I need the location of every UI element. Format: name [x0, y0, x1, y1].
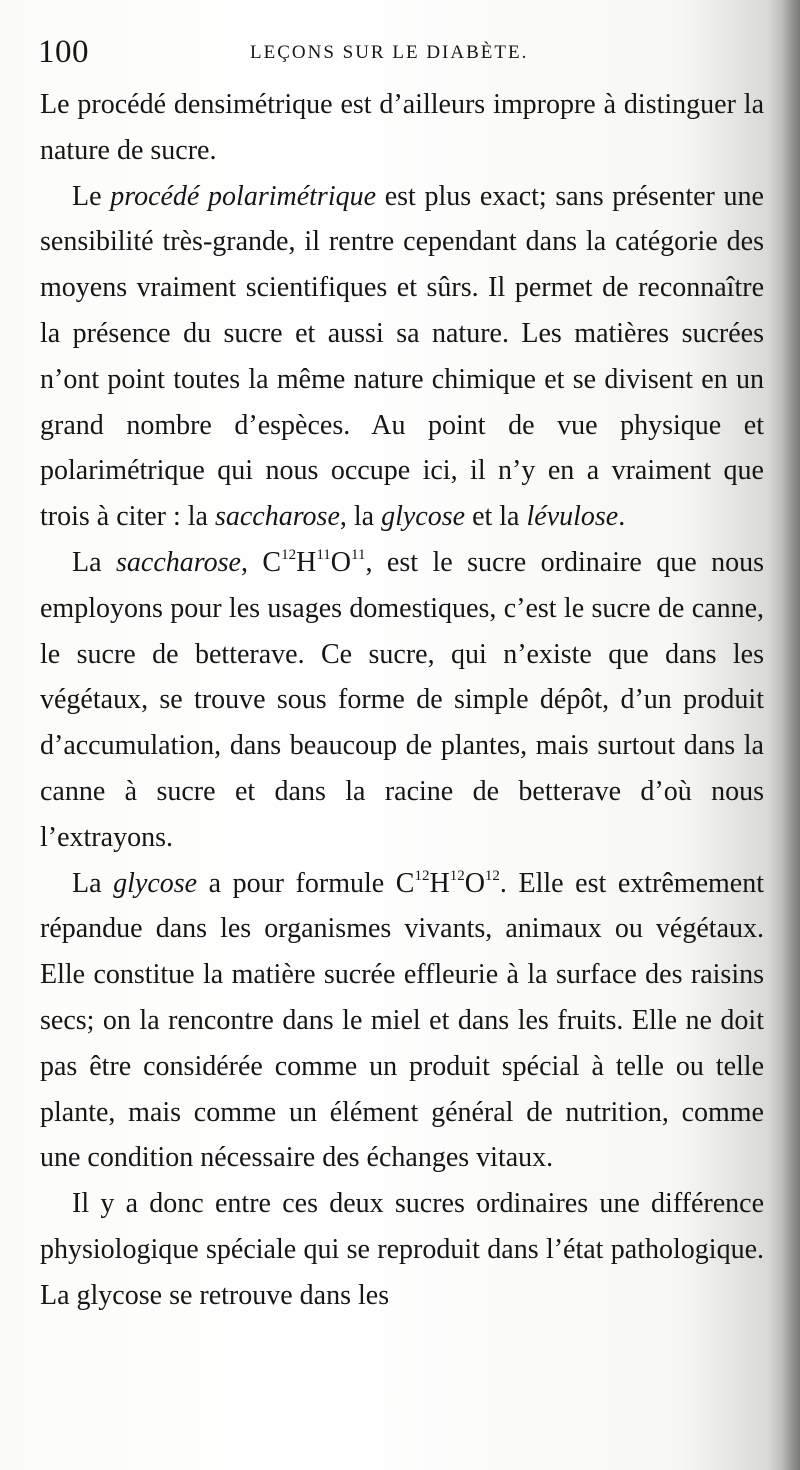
text-segment: a pour formule C [197, 867, 415, 899]
italic-term: glycose [113, 867, 198, 899]
text-segment: Le procédé densimétrique est d’ailleurs impropre à distinguer la nature de sucre. [40, 89, 764, 166]
page-number: 100 [38, 34, 89, 70]
running-title: LEÇONS SUR LE DIABÈTE. [250, 42, 529, 63]
body-text [40, 82, 764, 1319]
text-segment: . Elle est extrêmement répandue dans les organismes vivants, animaux ou végétaux. Elle constitue la matière sucrée effleurie à la surface des raisins secs; on la rencontre dans le miel et dans les fruits. Elle ne doit pas être considérée comme un produit spécial à telle ou telle plante, mais comme un élément général de nutrition, comme une condition nécessaire des échanges vitaux. [40, 867, 764, 1174]
italic-term: saccharose [116, 546, 241, 578]
italic-term: glycose [381, 501, 466, 533]
italic-term: saccharose [214, 501, 340, 533]
text-segment: et la [465, 501, 527, 533]
text-segment: Le [72, 180, 111, 212]
text-segment: , C [240, 546, 282, 578]
text-segment: Il y a donc entre ces deux sucres ordinaires une différence physiologique spéciale qui se reproduit dans l’état pathologique. La glycose se retrouve dans les [40, 1188, 764, 1311]
formula-superscript: 11 [351, 546, 366, 563]
paragraph [40, 82, 764, 174]
text-segment: La [72, 546, 116, 578]
paragraph [40, 1181, 764, 1318]
text-segment: O [330, 546, 351, 578]
formula-superscript: 12 [281, 546, 297, 563]
text-segment: H [296, 546, 317, 578]
text-segment: , est le sucre ordinaire que nous employons pour les usages domestiques, c’est le sucre de canne, le sucre de betterave. Ce sucre, qui n’existe que dans les végétaux, se trouve sous forme de simple dépôt, d’un produit d’accumulation, dans beaucoup de plantes, mais surtout dans la canne à sucre et dans la racine de betterave d’où nous l’extrayons. [40, 546, 764, 853]
text-segment: . [618, 501, 626, 533]
text-segment: O [464, 867, 485, 899]
paragraph [40, 540, 764, 861]
formula-superscript: 11 [316, 546, 331, 563]
formula-superscript: 12 [449, 867, 465, 884]
formula-superscript: 12 [484, 867, 500, 884]
page-header [38, 32, 758, 72]
page-gutter-shadow [782, 0, 800, 1470]
text-segment: La [72, 867, 114, 899]
formula-superscript: 12 [414, 867, 430, 884]
text-segment: , la [339, 501, 382, 533]
paragraph [40, 174, 764, 540]
italic-term: procédé polarimétrique [110, 180, 377, 212]
italic-term: lévulose [526, 501, 619, 533]
paragraph [40, 861, 764, 1182]
text-segment: H [429, 867, 450, 899]
text-segment: est plus exact; sans présenter une sensibilité très-grande, il rentre cependant dans la catégorie des moyens vraiment scientifiques et sûrs. Il permet de reconnaître la présence du sucre et aussi sa nature. Les matières sucrées n’ont point toutes la même nature chimique et se divisent en un grand nombre d’espèces. Au point de vue physique et polarimétrique qui nous occupe ici, il n’y en a vraiment que trois à citer : la [40, 180, 764, 533]
